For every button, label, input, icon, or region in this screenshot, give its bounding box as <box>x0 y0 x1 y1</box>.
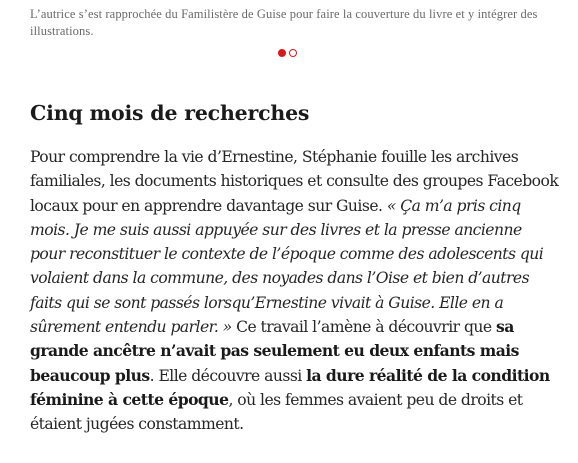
paragraph-text-1: Pour comprendre la vie d’Ernestine, Stéphanie fouille les archives familiales, les documents historiques et consulte des groupes Facebook locaux pour en apprendre davantage sur Guise. <box>30 148 559 215</box>
article-paragraph <box>30 145 560 437</box>
paragraph-bold-2: la dure réalité de la condition féminine à cette époque <box>30 365 550 409</box>
carousel-pagination <box>278 49 297 57</box>
paragraph-bold-1: sa grande ancêtre n’avait pas seulement eu deux enfants mais beaucoup plus <box>30 317 519 385</box>
paragraph-quote: « Ça m’a pris cinq mois. Je me suis aussi appuyée sur des livres et la presse ancienne pour reconstituer le contexte de l’époque comme des adolescents qui volaient dans la commune, des noyades dans l’Oise et bien d’autres faits qui se sont passés lorsqu’Ernestine vivait à Guise. Elle en a sûrement entendu parler. » <box>30 196 544 337</box>
paragraph-text-2: Ce travail l’amène à découvrir que <box>231 318 496 337</box>
carousel-dot-1[interactable] <box>278 49 286 57</box>
carousel-dot-2[interactable] <box>289 49 297 57</box>
paragraph-text-4: , où les femmes avaient peu de droits et étaient jugées constamment. <box>30 390 523 434</box>
section-heading: Cinq mois de recherches <box>30 101 310 125</box>
image-caption: L’autrice s’est rapprochée du Familistère de Guise pour faire la couverture du livre et y intégrer des illustrations. <box>30 7 538 38</box>
paragraph-text-3: . Elle découvre aussi <box>149 366 307 385</box>
